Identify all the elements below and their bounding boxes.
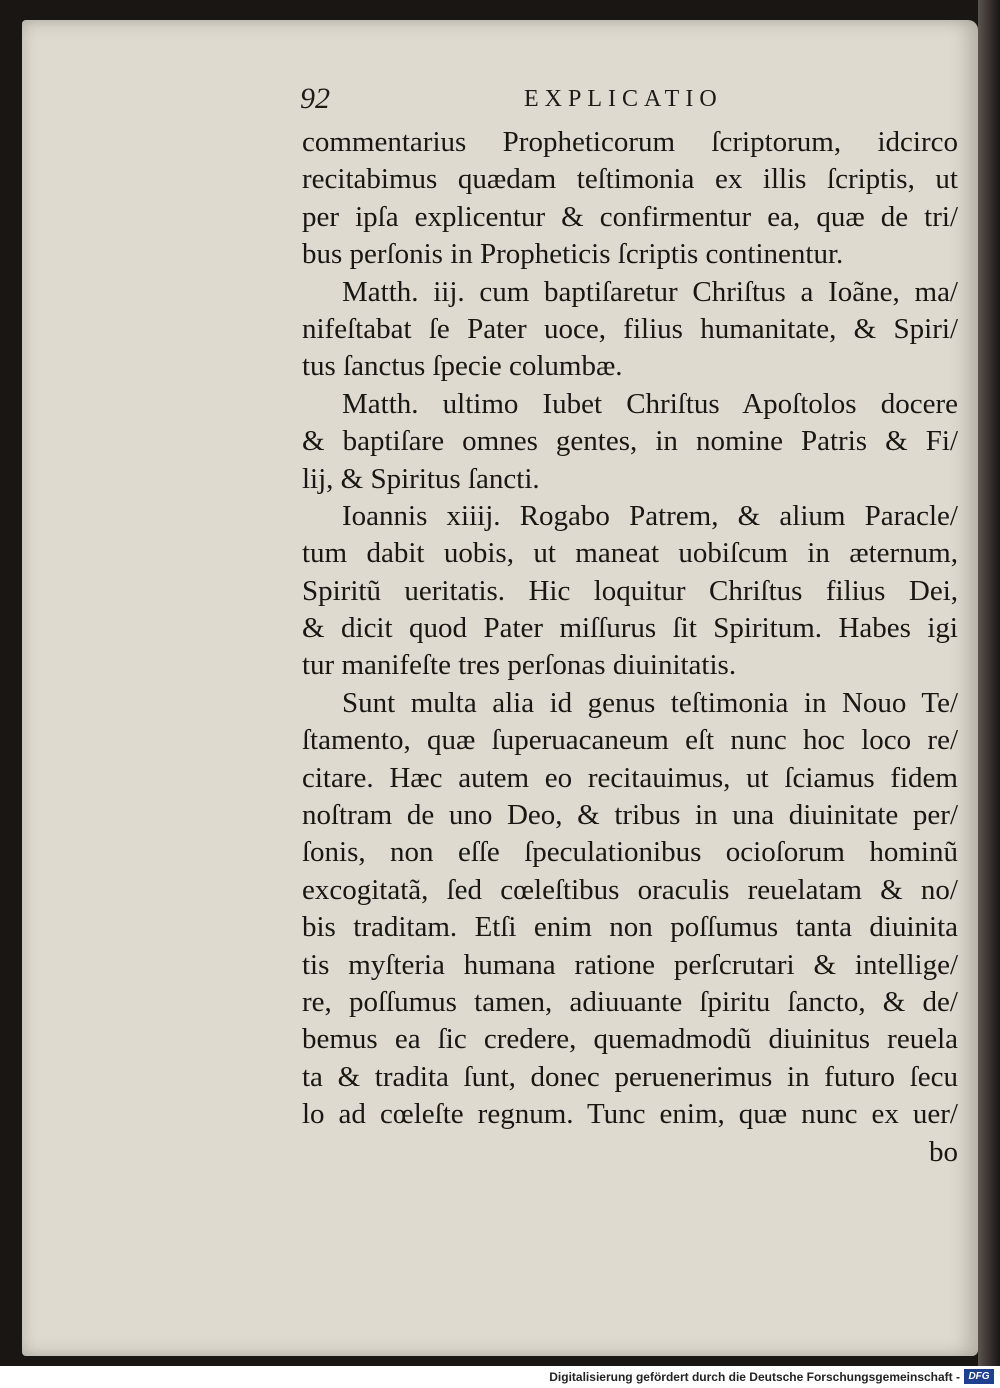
text-line: bis traditam. Etſi enim non poſſumus tanta diuinita <box>302 911 958 944</box>
text-line: tum dabit uobis, ut maneat uobiſcum in æternum, <box>302 537 958 570</box>
page-header <box>300 82 960 118</box>
text-line: noſtram de uno Deo, & tribus in una diuinitate per/ <box>302 799 958 832</box>
text-line: lo ad cœleſte regnum. Tunc enim, quæ nunc ex uer/ <box>302 1098 958 1131</box>
dfg-logo: DFG <box>964 1369 994 1384</box>
book-edge <box>978 0 1000 1366</box>
running-head: EXPLICATIO <box>524 86 723 112</box>
text-line: recitabimus quædam teſtimonia ex illis ſcriptis, ut <box>302 163 958 196</box>
text-line: excogitatã, ſed cœleſtibus oraculis reuelatam & no/ <box>302 873 958 906</box>
text-line: & baptiſare omnes gentes, in nomine Patris & Fi/ <box>302 425 958 458</box>
text-line: Matth. ultimo Iubet Chriſtus Apoſtolos docere <box>342 387 958 420</box>
text-line: re, poſſumus tamen, adiuuante ſpiritu ſancto, & de/ <box>302 985 958 1018</box>
catchword: bo <box>929 1135 958 1168</box>
text-line: tur manifeſte tres perſonas diuinitatis. <box>302 649 737 682</box>
text-line: ſonis, non eſſe ſpeculationibus ocioſorum hominũ <box>302 836 958 869</box>
text-line: citare. Hæc autem eo recitauimus, ut ſciamus fidem <box>302 761 958 794</box>
text-line: bemus ea ſic credere, quemadmodũ diuinitus reuela <box>302 1023 958 1056</box>
text-line: commentarius Propheticorum ſcriptorum, idcirco <box>302 126 958 158</box>
page-number: 92 <box>300 82 330 115</box>
text-line: per ipſa explicentur & confirmentur ea, quæ de tri/ <box>302 200 958 233</box>
text-line: lij, & Spiritus ſancti. <box>302 462 540 495</box>
text-line: Sunt multa alia id genus teſtimonia in Nouo Te/ <box>342 686 958 719</box>
text-line: bus perſonis in Propheticis ſcriptis continentur. <box>302 238 844 271</box>
text-line: tis myſteria humana ratione perſcrutari & intellige/ <box>302 948 958 981</box>
text-line: & dicit quod Pater miſſurus ſit Spiritum. Habes igi <box>302 612 958 645</box>
text-line: Matth. iij. cum baptiſaretur Chriſtus a Ioãne, ma/ <box>342 275 958 308</box>
funding-credit: Digitalisierung gefördert durch die Deutsche Forschungsgemeinschaft - <box>549 1370 960 1384</box>
body-text <box>302 124 958 1171</box>
text-line: Spiritũ ueritatis. Hic loquitur Chriſtus filius Dei, <box>302 574 958 607</box>
text-line: tus ſanctus ſpecie columbæ. <box>302 350 623 383</box>
digitization-footer <box>0 1366 1000 1388</box>
text-line: ta & tradita ſunt, donec peruenerimus in futuro ſecu <box>302 1060 958 1093</box>
text-line: ſtamento, quæ ſuperuacaneum eſt nunc hoc loco re/ <box>302 724 958 757</box>
text-line: Ioannis xiiij. Rogabo Patrem, & alium Paracle/ <box>342 499 958 532</box>
text-line: nifeſtabat ſe Pater uoce, filius humanitate, & Spiri/ <box>302 312 958 345</box>
